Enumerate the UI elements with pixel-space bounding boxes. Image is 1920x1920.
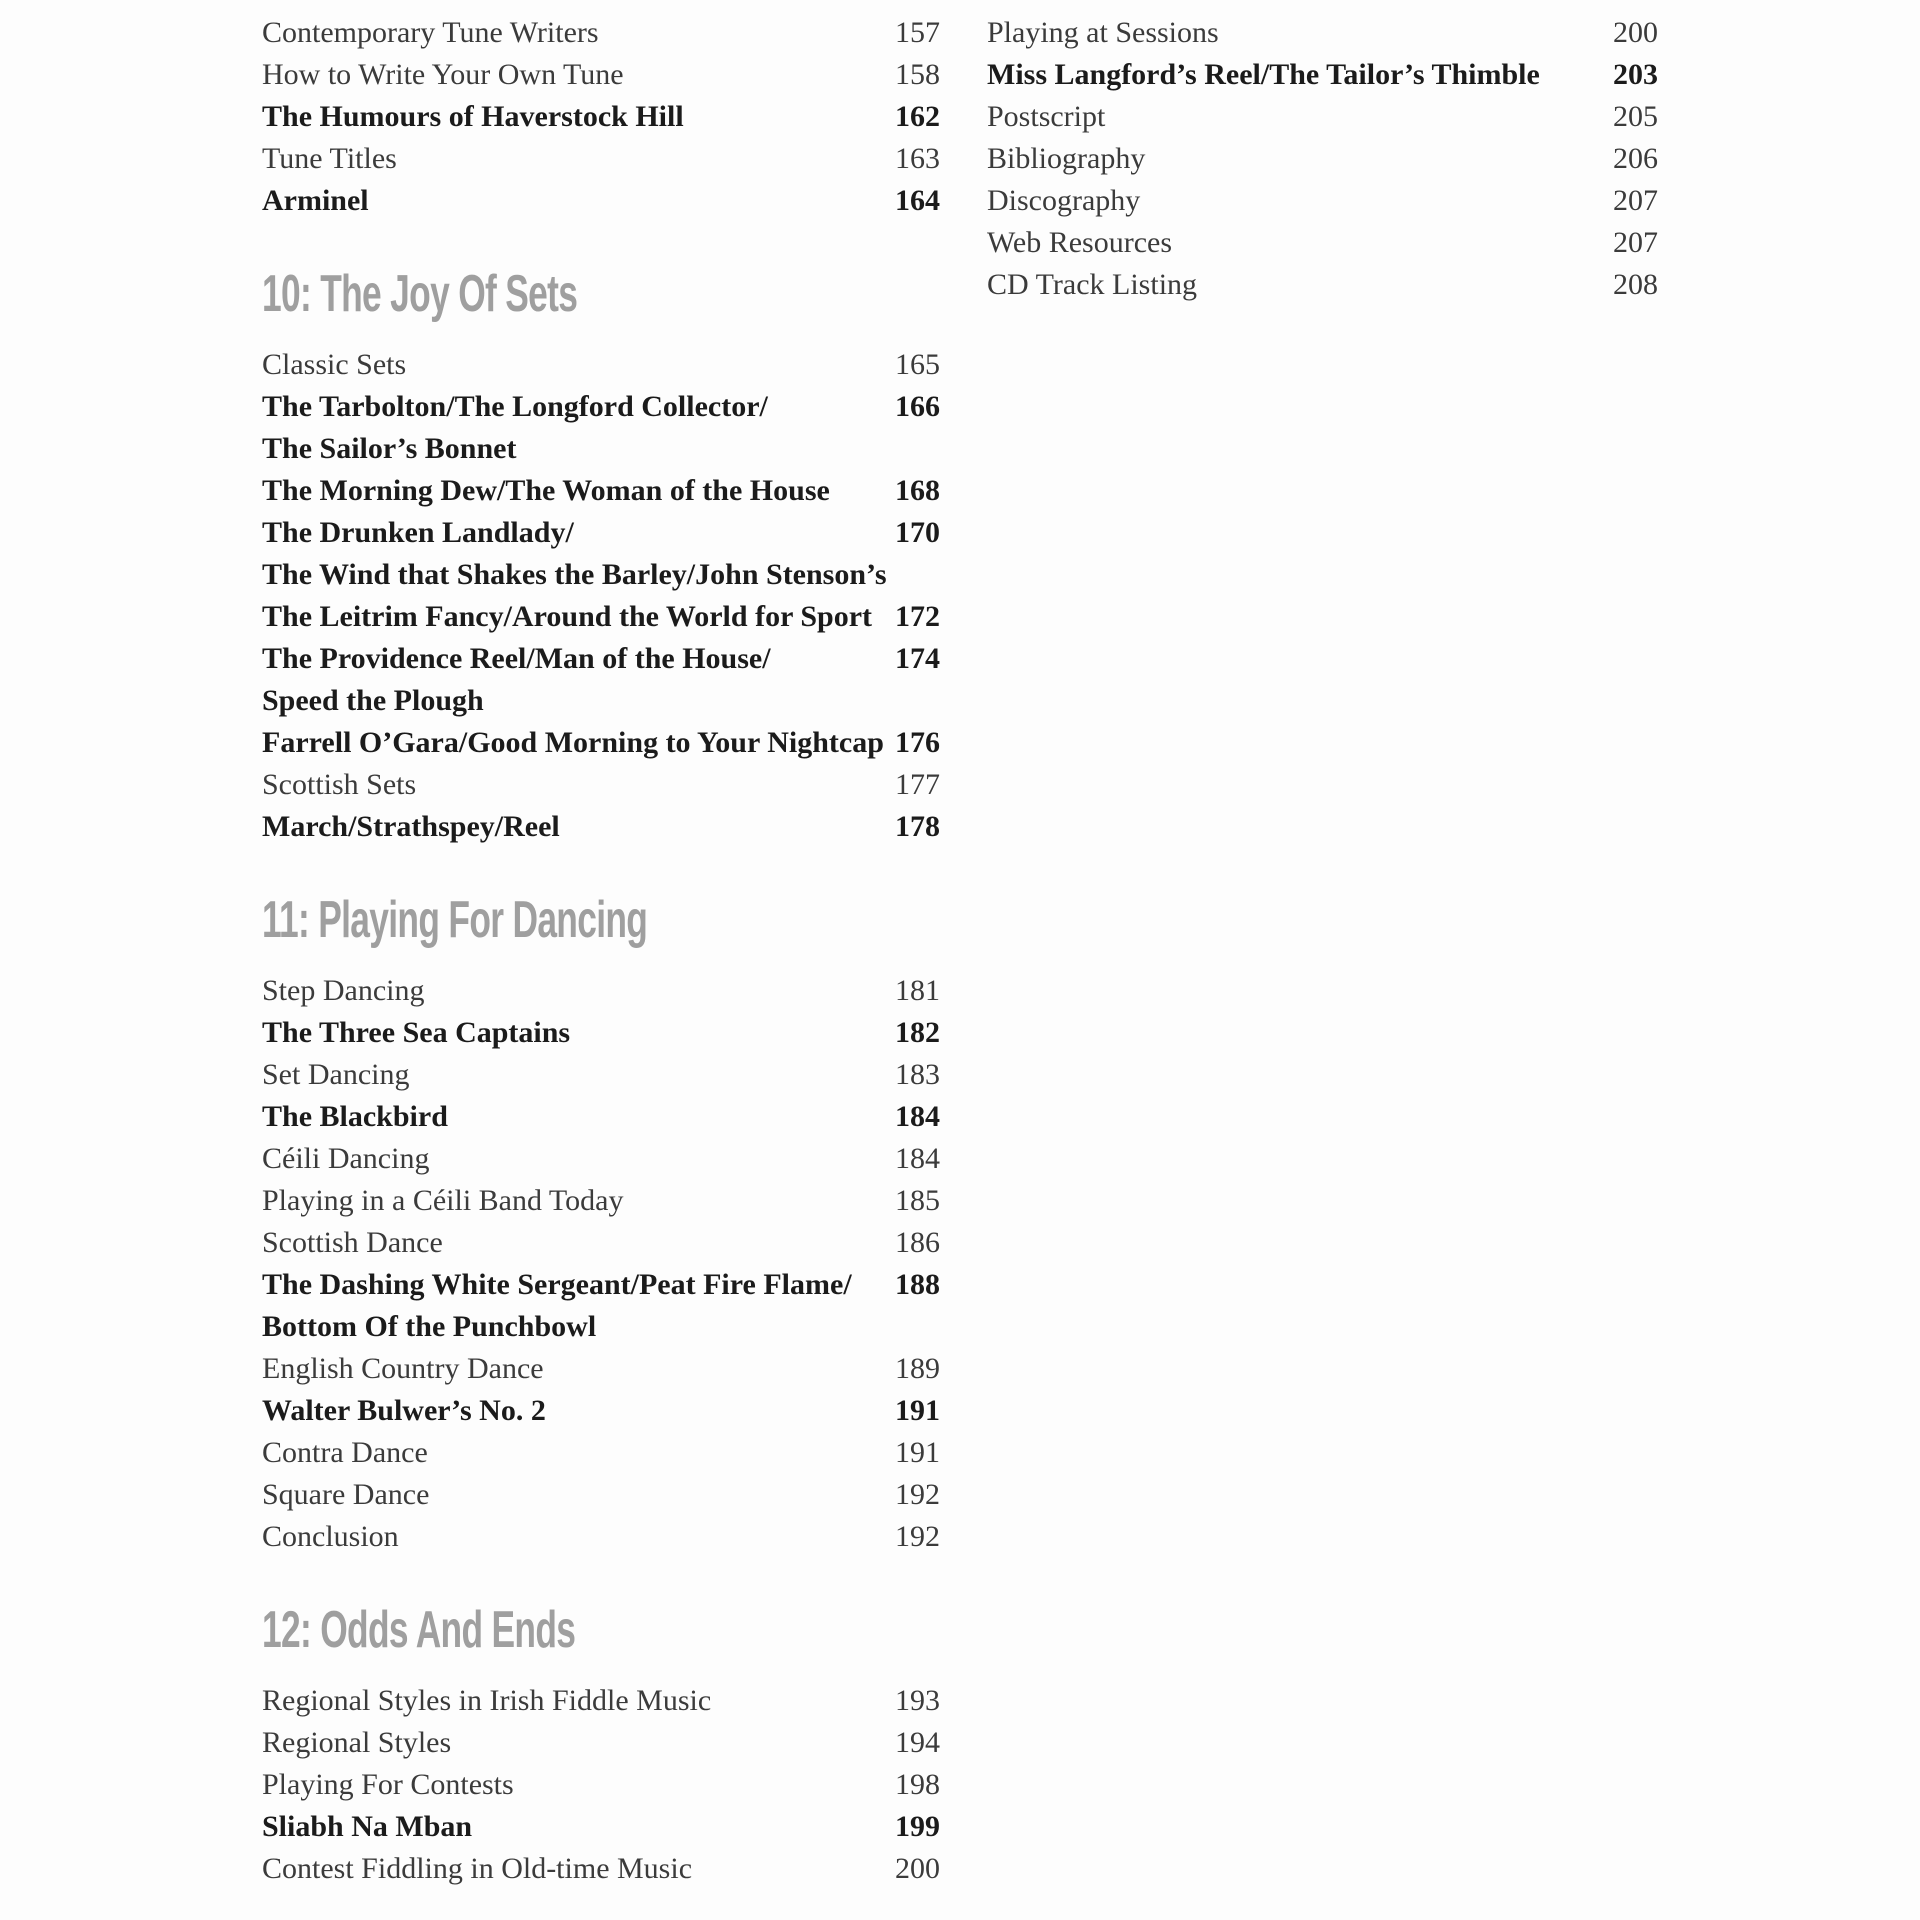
toc-entry xyxy=(987,138,1658,180)
toc-entry-page-number: 193 xyxy=(895,1684,940,1717)
toc-entry-page-number: 166 xyxy=(895,390,940,423)
toc-entry-title: The Providence Reel/Man of the House/ xyxy=(262,642,771,675)
toc-entry-page-number: 192 xyxy=(895,1478,940,1511)
toc-entry-title: CD Track Listing xyxy=(987,268,1198,301)
toc-entry xyxy=(262,1474,940,1516)
toc-entry-page-number: 188 xyxy=(895,1268,940,1301)
toc-entry-page-number: 185 xyxy=(895,1184,940,1217)
toc-entry-page-number: 191 xyxy=(895,1394,940,1427)
toc-entry-page-number: 191 xyxy=(895,1436,940,1469)
toc-entry-page-number: 189 xyxy=(895,1352,940,1385)
toc-entry-title: The Leitrim Fancy/Around the World for Sport xyxy=(262,600,873,633)
toc-entry-title: Bottom Of the Punchbowl xyxy=(262,1310,597,1343)
toc-entry xyxy=(262,554,940,596)
toc-entry-page-number: 157 xyxy=(895,16,940,49)
toc-entry xyxy=(262,1722,940,1764)
toc-entry-page-number: 184 xyxy=(895,1142,940,1175)
chapter-heading-label: 10: The Joy Of Sets xyxy=(262,265,578,323)
toc-entry-title: How to Write Your Own Tune xyxy=(262,58,624,91)
toc-entry-page-number: 199 xyxy=(895,1810,940,1843)
toc-entry xyxy=(262,138,940,180)
toc-entry xyxy=(262,1806,940,1848)
toc-entry-title: Céili Dancing xyxy=(262,1142,430,1175)
toc-left-column xyxy=(262,0,940,1890)
chapter-heading xyxy=(262,264,940,324)
chapter-heading xyxy=(262,890,940,950)
toc-entry-title: March/Strathspey/Reel xyxy=(262,810,560,843)
toc-entry-title: Square Dance xyxy=(262,1478,430,1511)
toc-entry xyxy=(262,1264,940,1306)
toc-entry-page-number: 181 xyxy=(895,974,940,1007)
toc-entry-title: Step Dancing xyxy=(262,974,425,1007)
toc-entry xyxy=(262,96,940,138)
toc-entry xyxy=(262,428,940,470)
toc-entry-title: The Dashing White Sergeant/Peat Fire Flame/ xyxy=(262,1268,852,1301)
toc-entry xyxy=(262,1516,940,1558)
toc-entry xyxy=(262,1680,940,1722)
toc-entry xyxy=(262,386,940,428)
toc-entry-page-number: 177 xyxy=(895,768,940,801)
toc-entry-page-number: 206 xyxy=(1613,142,1658,175)
toc-entry xyxy=(262,680,940,722)
toc-entry xyxy=(262,1390,940,1432)
toc-entry xyxy=(262,470,940,512)
toc-entry-page-number: 168 xyxy=(895,474,940,507)
toc-entry-title: Farrell O’Gara/Good Morning to Your Nightcap xyxy=(262,726,884,759)
toc-entry-title: Arminel xyxy=(262,184,369,217)
toc-entry-title: Regional Styles in Irish Fiddle Music xyxy=(262,1684,712,1717)
toc-right-column xyxy=(987,0,1658,306)
toc-entry-title: Playing in a Céili Band Today xyxy=(262,1184,624,1217)
toc-entry xyxy=(262,180,940,222)
toc-entry-title: Postscript xyxy=(987,100,1106,133)
chapter-heading xyxy=(262,1600,940,1660)
toc-entry xyxy=(262,1096,940,1138)
toc-entry-title: The Blackbird xyxy=(262,1100,448,1133)
toc-entry-title: Playing For Contests xyxy=(262,1768,514,1801)
toc-entry-page-number: 176 xyxy=(895,726,940,759)
toc-entry xyxy=(262,596,940,638)
chapter-heading-label: 11: Playing For Dancing xyxy=(262,891,648,949)
toc-entry-title: Set Dancing xyxy=(262,1058,410,1091)
toc-entry-page-number: 207 xyxy=(1613,184,1658,217)
toc-entry-title: Scottish Dance xyxy=(262,1226,443,1259)
toc-entry-page-number: 200 xyxy=(1613,16,1658,49)
toc-entry xyxy=(262,344,940,386)
toc-entry-page-number: 170 xyxy=(895,516,940,549)
toc-entry xyxy=(262,764,940,806)
toc-entry xyxy=(262,806,940,848)
toc-entry-page-number: 162 xyxy=(895,100,940,133)
toc-entry-page-number: 207 xyxy=(1613,226,1658,259)
toc-entry-page-number: 186 xyxy=(895,1226,940,1259)
toc-entry-title: The Sailor’s Bonnet xyxy=(262,432,517,465)
toc-entry-page-number: 182 xyxy=(895,1016,940,1049)
toc-entry xyxy=(262,512,940,554)
toc-entry-page-number: 205 xyxy=(1613,100,1658,133)
toc-entry-page-number: 194 xyxy=(895,1726,940,1759)
toc-entry-title: Speed the Plough xyxy=(262,684,484,717)
toc-entry-title: Contest Fiddling in Old-time Music xyxy=(262,1852,693,1885)
toc-entry-page-number: 158 xyxy=(895,58,940,91)
toc-entry-page-number: 192 xyxy=(895,1520,940,1553)
toc-entry-title: The Humours of Haverstock Hill xyxy=(262,100,684,133)
toc-entry-title: Tune Titles xyxy=(262,142,397,175)
toc-entry-page-number: 200 xyxy=(895,1852,940,1885)
toc-entry xyxy=(262,970,940,1012)
toc-entry xyxy=(987,222,1658,264)
toc-entry-page-number: 183 xyxy=(895,1058,940,1091)
toc-entry-page-number: 208 xyxy=(1613,268,1658,301)
toc-entry xyxy=(262,54,940,96)
toc-entry xyxy=(262,1306,940,1348)
toc-entry-page-number: 198 xyxy=(895,1768,940,1801)
toc-entry-title: The Morning Dew/The Woman of the House xyxy=(262,474,830,507)
toc-entry-title: Regional Styles xyxy=(262,1726,452,1759)
toc-entry-title: The Tarbolton/The Longford Collector/ xyxy=(262,390,768,423)
toc-entry xyxy=(262,722,940,764)
toc-entry xyxy=(987,180,1658,222)
toc-entry xyxy=(987,96,1658,138)
toc-entry-title: Contra Dance xyxy=(262,1436,428,1469)
toc-entry-title: English Country Dance xyxy=(262,1352,544,1385)
toc-entry-title: Playing at Sessions xyxy=(987,16,1219,49)
toc-entry-title: Web Resources xyxy=(987,226,1173,259)
toc-entry-title: Scottish Sets xyxy=(262,768,417,801)
toc-entry-title: Bibliography xyxy=(987,142,1146,175)
toc-entry-title: The Three Sea Captains xyxy=(262,1016,571,1049)
toc-entry xyxy=(262,1180,940,1222)
toc-entry-page-number: 164 xyxy=(895,184,940,217)
toc-entry-title: Discography xyxy=(987,184,1141,217)
toc-entry xyxy=(262,638,940,680)
toc-entry-title: The Wind that Shakes the Barley/John Stenson’s xyxy=(262,558,887,591)
toc-entry-page-number: 178 xyxy=(895,810,940,843)
toc-entry xyxy=(262,1764,940,1806)
toc-entry xyxy=(262,1348,940,1390)
toc-entry xyxy=(262,1432,940,1474)
toc-entry xyxy=(987,54,1658,96)
toc-entry-title: Conclusion xyxy=(262,1520,399,1553)
toc-entry xyxy=(987,264,1658,306)
toc-entry-title: Miss Langford’s Reel/The Tailor’s Thimble xyxy=(987,58,1540,91)
toc-entry-page-number: 184 xyxy=(895,1100,940,1133)
toc-entry xyxy=(262,1054,940,1096)
toc-entry-title: Classic Sets xyxy=(262,348,407,381)
toc-entry xyxy=(262,1222,940,1264)
chapter-heading-label: 12: Odds And Ends xyxy=(262,1601,576,1659)
toc-entry xyxy=(987,12,1658,54)
toc-entry-title: The Drunken Landlady/ xyxy=(262,516,574,549)
toc-entry xyxy=(262,1138,940,1180)
toc-entry-page-number: 174 xyxy=(895,642,940,675)
toc-entry-page-number: 172 xyxy=(895,600,940,633)
toc-entry xyxy=(262,1848,940,1890)
toc-entry-title: Sliabh Na Mban xyxy=(262,1810,473,1843)
toc-entry xyxy=(262,1012,940,1054)
toc-entry-page-number: 203 xyxy=(1613,58,1658,91)
toc-entry-title: Contemporary Tune Writers xyxy=(262,16,599,49)
toc-entry-title: Walter Bulwer’s No. 2 xyxy=(262,1394,546,1427)
toc-entry-page-number: 165 xyxy=(895,348,940,381)
toc-entry-page-number: 163 xyxy=(895,142,940,175)
toc-entry xyxy=(262,12,940,54)
